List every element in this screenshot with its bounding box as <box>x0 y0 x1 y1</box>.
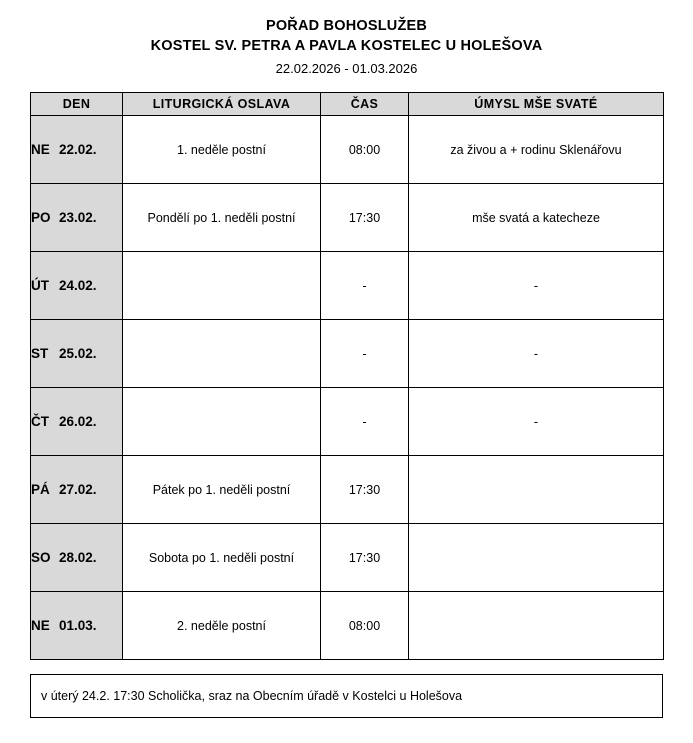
cell-intention: za živou a + rodinu Sklenářovu <box>409 116 664 184</box>
cell-day <box>31 252 123 320</box>
cell-intention <box>409 592 664 660</box>
column-header-intention: ÚMYSL MŠE SVATÉ <box>409 93 664 116</box>
cell-intention: - <box>409 252 664 320</box>
cell-time: 17:30 <box>321 456 409 524</box>
cell-intention: - <box>409 320 664 388</box>
day-date: 28.02. <box>59 550 97 565</box>
column-header-time: ČAS <box>321 93 409 116</box>
cell-intention <box>409 524 664 592</box>
day-date: 24.02. <box>59 278 97 293</box>
cell-time: - <box>321 252 409 320</box>
day-abbr: ST <box>31 346 49 361</box>
cell-time: - <box>321 320 409 388</box>
day-date: 25.02. <box>59 346 97 361</box>
table-row <box>31 592 664 660</box>
cell-day <box>31 456 123 524</box>
cell-day <box>31 388 123 456</box>
document-date-range: 22.02.2026 - 01.03.2026 <box>275 61 418 76</box>
day-date: 22.02. <box>59 142 97 157</box>
cell-liturgy: Sobota po 1. neděli postní <box>123 524 321 592</box>
cell-time: 17:30 <box>321 524 409 592</box>
cell-time: - <box>321 388 409 456</box>
cell-day <box>31 320 123 388</box>
table-row <box>31 320 664 388</box>
table-row <box>31 252 664 320</box>
cell-intention <box>409 456 664 524</box>
table-header-row <box>31 93 664 116</box>
day-abbr: ÚT <box>31 278 49 293</box>
document-title: POŘAD BOHOSLUŽEB <box>265 18 428 34</box>
cell-day <box>31 116 123 184</box>
cell-liturgy: Pondělí po 1. neděli postní <box>123 184 321 252</box>
day-abbr: PO <box>31 210 51 225</box>
cell-liturgy <box>123 320 321 388</box>
cell-time: 08:00 <box>321 592 409 660</box>
table-row <box>31 524 664 592</box>
cell-time: 08:00 <box>321 116 409 184</box>
cell-day <box>31 592 123 660</box>
table-row <box>31 456 664 524</box>
footer-note-box <box>30 674 663 718</box>
day-date: 27.02. <box>59 482 97 497</box>
day-abbr: ČT <box>31 414 49 429</box>
day-date: 23.02. <box>59 210 97 225</box>
cell-liturgy: Pátek po 1. neděli postní <box>123 456 321 524</box>
day-abbr: NE <box>31 618 50 633</box>
schedule-table-container <box>30 92 663 660</box>
document-subtitle-church: KOSTEL SV. PETRA A PAVLA KOSTELEC U HOLEŠOVA <box>150 38 543 54</box>
table-row <box>31 388 664 456</box>
schedule-table <box>30 92 664 660</box>
day-date: 26.02. <box>59 414 97 429</box>
day-abbr: SO <box>31 550 51 565</box>
day-date: 01.03. <box>59 618 97 633</box>
cell-day <box>31 184 123 252</box>
table-row <box>31 184 664 252</box>
table-body <box>31 116 664 660</box>
day-abbr: PÁ <box>31 482 50 497</box>
footer-note: v úterý 24.2. 17:30 Scholička, sraz na Obecním úřadě v Kostelci u Holešova <box>41 689 463 703</box>
footer-container <box>30 674 663 718</box>
cell-day <box>31 524 123 592</box>
cell-liturgy: 1. neděle postní <box>123 116 321 184</box>
cell-time: 17:30 <box>321 184 409 252</box>
day-abbr: NE <box>31 142 50 157</box>
cell-liturgy <box>123 252 321 320</box>
document-header <box>0 0 693 80</box>
cell-liturgy: 2. neděle postní <box>123 592 321 660</box>
table-row <box>31 116 664 184</box>
column-header-liturgy: LITURGICKÁ OSLAVA <box>123 93 321 116</box>
column-header-day: DEN <box>31 93 123 116</box>
cell-liturgy <box>123 388 321 456</box>
cell-intention: - <box>409 388 664 456</box>
cell-intention: mše svatá a katecheze <box>409 184 664 252</box>
